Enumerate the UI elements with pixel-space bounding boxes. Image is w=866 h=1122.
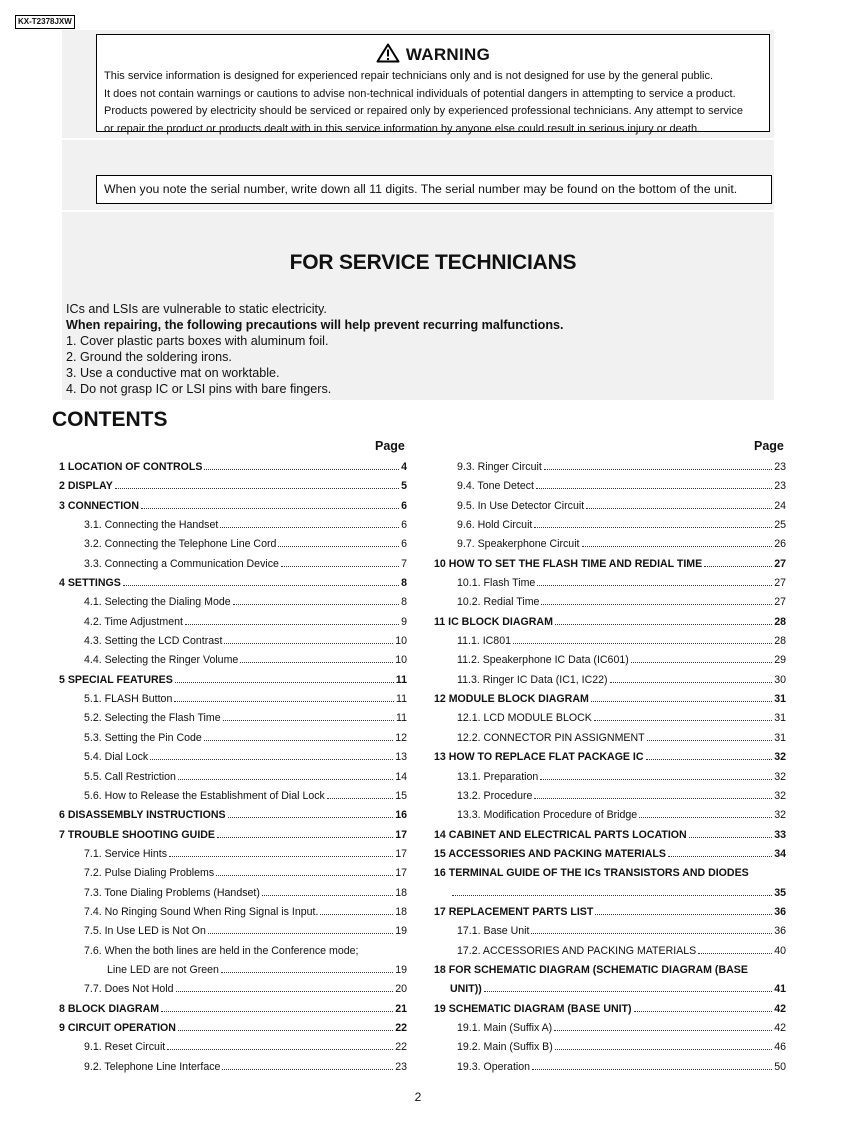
toc-entry-page: 28 [774,615,786,628]
service-intro: ICs and LSIs are vulnerable to static electricity. [66,302,327,316]
toc-leader-dots [555,624,772,625]
toc-leader-dots [532,1069,772,1070]
toc-leader-dots [185,624,399,625]
toc-leader-dots [327,798,393,799]
warning-title [97,43,769,65]
toc-leader-dots [169,856,393,857]
toc-entry-page: 17 [395,867,407,880]
toc-leader-dots [554,1030,772,1031]
toc-entry-page: 6 [401,519,407,532]
toc-entry-title: 9 CIRCUIT OPERATION [59,1021,176,1034]
toc-leader-dots [278,546,399,547]
toc-entry-page: 31 [774,731,786,744]
toc-entry-title: Line LED are not Green [107,963,219,976]
toc-entry-page: 8 [401,596,407,609]
toc-leader-dots [536,488,772,489]
toc-leader-dots [647,740,773,741]
toc-entry[interactable] [434,461,786,480]
toc-entry-page: 32 [774,789,786,802]
toc-entry-title: 4.1. Selecting the Dialing Mode [84,596,231,609]
toc-entry-page: 23 [774,480,786,493]
toc-entry-title: 9.6. Hold Circuit [457,519,533,532]
toc-leader-dots [222,1069,393,1070]
toc-entry-title: 11.3. Ringer IC Data (IC1, IC22) [457,673,608,686]
toc-leader-dots [555,1049,772,1050]
toc-entry-title: 10 HOW TO SET THE FLASH TIME AND REDIAL TIME [434,557,703,570]
toc-entry[interactable] [434,500,786,519]
toc-entry-title: 7.2. Pulse Dialing Problems [84,867,215,880]
toc-entry[interactable] [434,945,786,964]
toc-leader-dots [582,546,773,547]
toc-entry-page: 4 [401,461,407,473]
toc-entry[interactable] [434,635,786,654]
toc-entry-page: 42 [774,1002,786,1015]
toc-entry-page: 23 [774,461,786,473]
toc-entry-title: 9.4. Tone Detect [457,480,534,493]
page-header-left: Page [375,439,405,453]
toc-entry-title: 10.1. Flash Time [457,577,536,590]
toc-leader-dots [704,566,772,567]
toc-entry-title: 3.2. Connecting the Telephone Line Cord [84,538,277,551]
toc-entry-title: 7.4. No Ringing Sound When Ring Signal is Input. [84,905,319,918]
toc-entry[interactable] [434,790,786,809]
toc-leader-dots [204,740,393,741]
toc-entry-page: 30 [774,673,786,686]
toc-leader-dots [513,643,772,644]
toc-leader-dots [123,585,399,586]
toc-entry[interactable] [59,771,407,790]
toc-entry-title: 7.1. Service Hints [84,847,168,860]
toc-entry-page: 5 [401,480,407,493]
warning-title-text: WARNING [405,45,491,64]
toc-entry-page: 27 [774,596,786,609]
toc-entry[interactable] [59,848,407,867]
toc-entry[interactable] [434,480,786,499]
toc-entry-title: 18 FOR SCHEMATIC DIAGRAM (SCHEMATIC DIAGRAM (BASE [434,963,748,976]
toc-entry-page: 23 [395,1060,407,1073]
toc-entry[interactable] [59,906,407,925]
toc-entry-title: 17.2. ACCESSORIES AND PACKING MATERIALS [457,944,697,957]
toc-leader-dots [540,779,772,780]
toc-entry[interactable] [59,945,407,964]
toc-entry-title: 9.7. Speakerphone Circuit [457,538,580,551]
toc-entry-title: 9.2. Telephone Line Interface [84,1060,221,1073]
toc-entry[interactable] [59,654,407,673]
toc-leader-dots [115,488,399,489]
toc-entry[interactable] [434,558,786,577]
toc-entry[interactable] [59,616,407,635]
service-title: FOR SERVICE TECHNICIANS [289,251,577,274]
toc-entry-page: 31 [774,712,786,725]
toc-entry[interactable] [434,983,786,1002]
contents-title: CONTENTS [52,408,168,431]
toc-leader-dots [646,759,773,760]
toc-entry[interactable] [59,693,407,712]
toc-entry[interactable] [434,519,786,538]
toc-entry-page: 36 [774,905,786,918]
toc-entry-title: 7.7. Does Not Hold [84,983,174,996]
toc-entry-page: 29 [774,654,786,667]
toc-entry-page: 11 [396,693,407,706]
toc-entry-title: 4.4. Selecting the Ringer Volume [84,654,239,667]
toc-entry-page: 8 [401,577,407,590]
toc-entry[interactable] [434,829,786,848]
toc-entry-title: 4.3. Setting the LCD Contrast [84,635,223,648]
toc-entry-page: 26 [774,538,786,551]
toc-entry-page: 11 [396,712,407,725]
toc-leader-dots [631,662,772,663]
toc-entry-title: 8 BLOCK DIAGRAM [59,1002,160,1015]
toc-entry[interactable] [59,829,407,848]
toc-entry[interactable] [59,674,407,693]
toc-entry-page: 42 [774,1021,786,1034]
toc-entry-title: 16 TERMINAL GUIDE OF THE ICs TRANSISTORS AND DIODES [434,867,749,880]
toc-leader-dots [228,817,394,818]
toc-entry-title: 5 SPECIAL FEATURES [59,673,173,686]
toc-leader-dots [176,991,394,992]
toc-entry-title: 5.6. How to Release the Establishment of Dial Lock [84,789,325,802]
toc-entry-page: 15 [395,789,407,802]
toc-entry-title: 19 SCHEMATIC DIAGRAM (BASE UNIT) [434,1002,632,1015]
toc-entry-title: 13.2. Procedure [457,789,533,802]
toc-entry[interactable] [59,1003,407,1022]
toc-entry-title: 3.1. Connecting the Handset [84,519,219,532]
toc-entry-page: 10 [395,635,407,648]
toc-entry-title: 14 CABINET AND ELECTRICAL PARTS LOCATION [434,828,687,841]
toc-entry-page: 20 [395,983,407,996]
toc-entry-title: 4.2. Time Adjustment [84,615,183,628]
toc-entry-page: 40 [774,944,786,957]
toc-entry-title: 19.2. Main (Suffix B) [457,1041,553,1054]
toc-entry[interactable] [434,887,786,906]
toc-entry-page: 41 [774,983,786,996]
toc-entry-page: 19 [395,963,407,976]
warning-box [96,34,770,135]
toc-entry-title: 13.1. Preparation [457,770,539,783]
toc-entry-title: 7.3. Tone Dialing Problems (Handset) [84,886,260,899]
warning-triangle-icon [376,43,400,63]
toc-leader-dots [175,682,394,683]
toc-entry[interactable] [59,925,407,944]
toc-entry[interactable] [59,1041,407,1060]
toc-entry[interactable] [59,1061,407,1080]
page-header-right: Page [754,439,784,453]
toc-entry-title: 9.3. Ringer Circuit [457,461,542,473]
toc-leader-dots [484,991,772,992]
toc-entry[interactable] [434,848,786,867]
toc-entry[interactable] [59,461,407,480]
toc-entry[interactable] [59,519,407,538]
toc-entry[interactable] [59,790,407,809]
toc-leader-dots [167,1049,393,1050]
toc-leader-dots [178,1030,393,1031]
toc-entry-page: 6 [401,538,407,551]
toc-entry-title: 15 ACCESSORIES AND PACKING MATERIALS [434,847,666,860]
toc-entry[interactable] [59,712,407,731]
toc-leader-dots [216,875,393,876]
toc-entry-page: 22 [395,1041,407,1054]
service-step: 3. Use a conductive mat on worktable. [66,366,280,380]
toc-entry-page: 24 [774,499,786,512]
warning-text [104,68,768,138]
toc-entry[interactable] [434,596,786,615]
toc-entry[interactable] [434,712,786,731]
toc-leader-dots [534,527,772,528]
warning-line: or repair the product or products dealt with in this service information by anyone else could result in serious injury or death. [104,122,701,135]
toc-entry-page: 17 [395,847,407,860]
toc-entry-title: 2 DISPLAY [59,480,113,493]
toc-entry-title: 12.2. CONNECTOR PIN ASSIGNMENT [457,731,645,744]
toc-leader-dots [221,972,393,973]
toc-entry[interactable] [59,964,407,983]
toc-leader-dots [161,1011,393,1012]
toc-entry-page: 18 [395,886,407,899]
toc-entry-page: 16 [395,809,407,822]
toc-entry-page: 28 [774,635,786,648]
toc-entry[interactable] [434,925,786,944]
warning-line: It does not contain warnings or cautions to advise non-technical individuals of potential dangers in attempting to service a product. [104,87,736,100]
toc-entry-page: 19 [395,925,407,938]
toc-entry-title: 13.3. Modification Procedure of Bridge [457,809,638,822]
toc-right-column [434,461,786,1080]
toc-leader-dots [594,720,772,721]
toc-entry[interactable] [434,1061,786,1080]
toc-leader-dots [452,895,772,896]
toc-entry-page: 25 [774,519,786,532]
toc-entry-title: 9.1. Reset Circuit [84,1041,166,1054]
toc-leader-dots [610,682,773,683]
toc-entry-page: 13 [395,751,407,764]
toc-entry-page: 11 [395,673,407,686]
toc-entry-title: 5.1. FLASH Button [84,693,173,706]
service-bold-line: When repairing, the following precautions will help prevent recurring malfunctions. [66,318,564,332]
toc-entry[interactable] [59,887,407,906]
toc-leader-dots [668,856,772,857]
toc-entry[interactable] [59,538,407,557]
service-step: 1. Cover plastic parts boxes with aluminum foil. [66,334,329,348]
toc-entry[interactable] [59,867,407,886]
toc-leader-dots [281,566,399,567]
toc-entry-title: 3 CONNECTION [59,499,140,512]
toc-entry-page: 32 [774,809,786,822]
toc-entry-title: 7.6. When the both lines are held in the Conference mode; [84,944,359,957]
toc-leader-dots [634,1011,773,1012]
toc-entry-title: 10.2. Redial Time [457,596,540,609]
toc-entry-title: 11.1. IC801 [457,635,511,648]
toc-entry[interactable] [59,751,407,770]
toc-leader-dots [223,720,394,721]
service-step: 4. Do not grasp IC or LSI pins with bare fingers. [66,382,332,396]
toc-leader-dots [320,914,393,915]
toc-entry[interactable] [434,1022,786,1041]
toc-entry[interactable] [434,751,786,770]
toc-leader-dots [689,837,773,838]
toc-entry-page: 32 [774,751,786,764]
toc-leader-dots [240,662,393,663]
toc-leader-dots [217,837,393,838]
toc-leader-dots [220,527,399,528]
toc-entry-page: 17 [395,828,407,841]
toc-leader-dots [174,701,394,702]
toc-entry[interactable] [434,616,786,635]
toc-leader-dots [141,508,399,509]
toc-entry[interactable] [434,1041,786,1060]
toc-leader-dots [531,933,772,934]
toc-entry[interactable] [434,538,786,557]
warning-line: Products powered by electricity should be serviced or repaired only by experienced professional technicians. Any attempt to service [104,105,743,117]
toc-entry[interactable] [59,732,407,751]
toc-entry-page: 7 [401,557,407,570]
toc-leader-dots [224,643,393,644]
toc-entry[interactable] [59,480,407,499]
toc-leader-dots [544,469,772,470]
toc-entry-title: 7.5. In Use LED is Not On [84,925,206,938]
toc-entry-title: 5.5. Call Restriction [84,770,176,783]
toc-entry-page: 21 [395,1002,407,1015]
toc-entry-title: 5.4. Dial Lock [84,751,149,764]
toc-entry[interactable] [59,1022,407,1041]
toc-entry-title: UNIT)) [450,983,482,996]
toc-leader-dots [262,895,393,896]
toc-leader-dots [698,953,772,954]
toc-entry[interactable] [434,1003,786,1022]
toc-entry-page: 10 [395,654,407,667]
toc-entry-page: 35 [774,886,786,899]
toc-entry-page: 22 [395,1021,407,1034]
toc-entry-page: 32 [774,770,786,783]
toc-leader-dots [586,508,772,509]
toc-leader-dots [541,604,772,605]
toc-entry-title: 5.3. Setting the Pin Code [84,731,202,744]
toc-entry-title: 5.2. Selecting the Flash Time [84,712,221,725]
toc-leader-dots [534,798,772,799]
toc-leader-dots [208,933,393,934]
toc-entry-page: 31 [774,693,786,706]
toc-entry-title: 11.2. Speakerphone IC Data (IC601) [457,654,629,667]
toc-entry-title: 3.3. Connecting a Communication Device [84,557,279,570]
serial-note: When you note the serial number, write down all 11 digits. The serial number may be found on the bottom of the unit. [96,175,772,204]
toc-entry-title: 9.5. In Use Detector Circuit [457,499,585,512]
toc-entry-title: 12 MODULE BLOCK DIAGRAM [434,693,589,706]
toc-entry[interactable] [434,809,786,828]
toc-leader-dots [537,585,772,586]
toc-entry-page: 50 [774,1060,786,1073]
toc-entry[interactable] [434,964,786,983]
toc-left-column [59,461,407,1080]
warning-line: This service information is designed for experienced repair technicians only and is not designed for use by the general public. [104,70,714,82]
toc-entry[interactable] [434,906,786,925]
toc-entry-title: 13 HOW TO REPLACE FLAT PACKAGE IC [434,751,644,764]
toc-entry-page: 6 [401,499,407,512]
toc-entry-title: 19.3. Operation [457,1060,531,1073]
toc-entry-page: 34 [774,847,786,860]
toc-entry[interactable] [434,577,786,596]
model-number: KX-T2378JXW [15,15,75,29]
toc-entry-title: 12.1. LCD MODULE BLOCK [457,712,592,725]
toc-entry-page: 9 [401,615,407,628]
toc-entry-page: 36 [774,925,786,938]
toc-entry[interactable] [59,577,407,596]
toc-leader-dots [233,604,399,605]
toc-leader-dots [595,914,772,915]
toc-entry-title: 17 REPLACEMENT PARTS LIST [434,905,594,918]
toc-entry-page: 14 [395,770,407,783]
toc-entry[interactable] [59,558,407,577]
toc-entry-title: 7 TROUBLE SHOOTING GUIDE [59,828,215,841]
toc-entry-title: 1 LOCATION OF CONTROLS [59,461,203,473]
toc-entry-page: 46 [774,1041,786,1054]
toc-entry[interactable] [434,867,786,886]
toc-entry-title: 17.1. Base Unit [457,925,530,938]
toc-entry-page: 18 [395,905,407,918]
toc-entry-page: 27 [774,577,786,590]
toc-entry-title: 19.1. Main (Suffix A) [457,1021,553,1034]
toc-entry[interactable] [59,500,407,519]
toc-entry[interactable] [434,771,786,790]
toc-leader-dots [639,817,772,818]
toc-entry-title: 4 SETTINGS [59,577,121,590]
toc-leader-dots [150,759,393,760]
service-step: 2. Ground the soldering irons. [66,350,232,364]
toc-entry-title: 11 IC BLOCK DIAGRAM [434,615,553,628]
toc-entry[interactable] [434,654,786,673]
toc-entry[interactable] [434,693,786,712]
page-number: 2 [414,1090,422,1104]
toc-entry-page: 27 [774,557,786,570]
toc-entry-page: 12 [395,731,407,744]
toc-leader-dots [204,469,399,470]
service-precautions [66,301,564,397]
toc-entry-page: 33 [774,828,786,841]
toc-leader-dots [591,701,772,702]
toc-entry[interactable] [434,674,786,693]
toc-entry[interactable] [59,635,407,654]
toc-entry[interactable] [59,596,407,615]
toc-entry[interactable] [59,809,407,828]
toc-entry[interactable] [59,983,407,1002]
toc-entry-title: 6 DISASSEMBLY INSTRUCTIONS [59,809,226,822]
toc-entry[interactable] [434,732,786,751]
toc-leader-dots [178,779,393,780]
